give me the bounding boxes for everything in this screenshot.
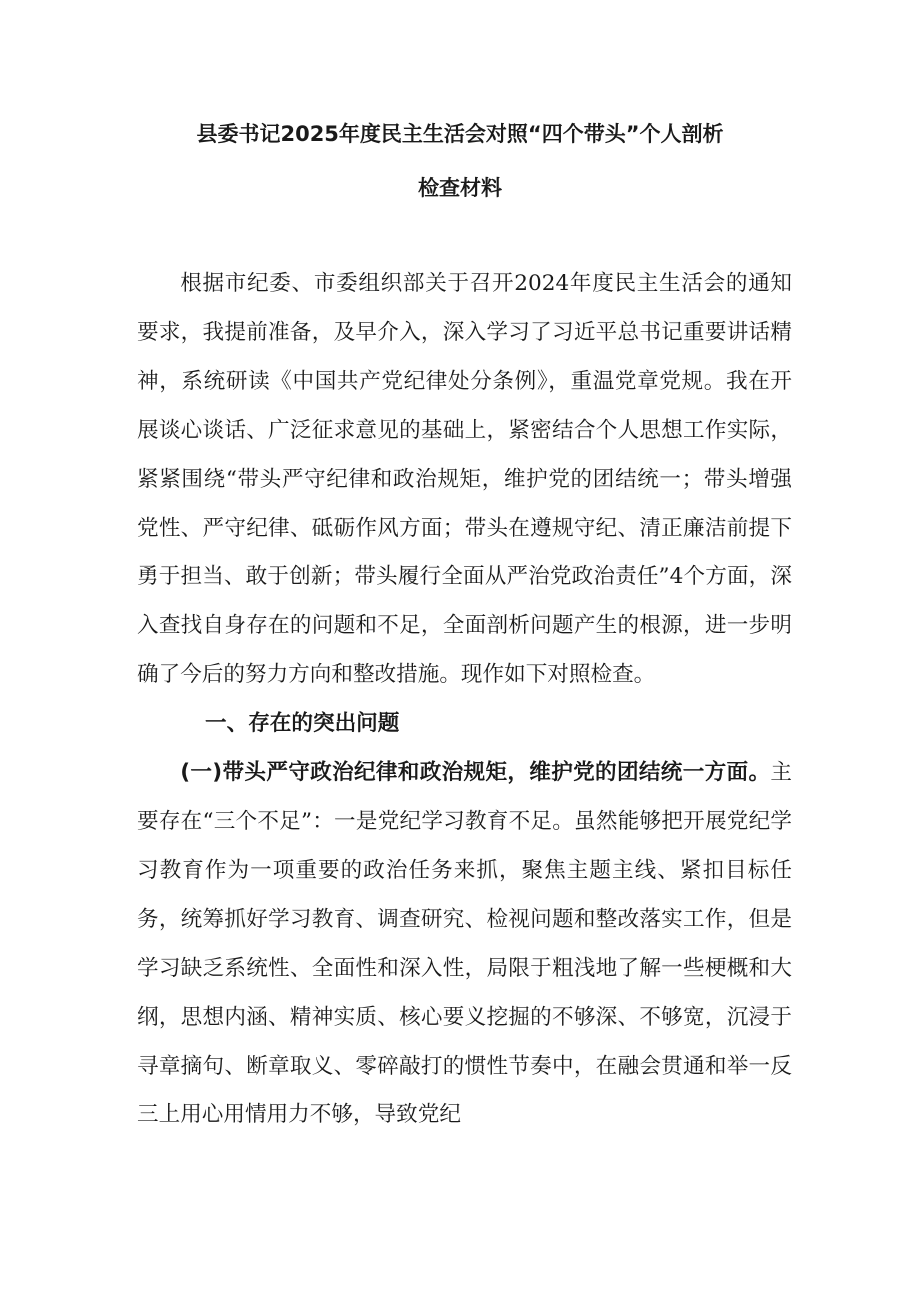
subsection-paragraph [137,749,792,1140]
subsection-text: 主要存在“三个不足”：一是党纪学习教育不足。虽然能够把开展党纪学习教育作为一项重要的政治任务来抓，聚焦主题主线、紧扣目标任务，统筹抓好学习教育、调查研究、检视问题和整改落实工作，但是学习缺乏系统性、全面性和深入性，局限于粗浅地了解一些梗概和大纲，思想内涵、精神实质、核心要义挖掘的不够深、不够宽，沉浸于寻章摘句、断章取义、零碎敲打的惯性节奏中，在融会贯通和举一反三上用心用情用力不够，导致党纪 [137,760,792,1128]
section-heading: 一、存在的突出问题 [205,711,400,737]
document-body [137,260,792,1140]
subsection-lead: (一)带头严守政治纪律和政治规矩，维护党的团结统一方面。 [180,760,771,786]
document-title-line1: 县委书记2025年度民主生活会对照“四个带头”个人剖析 [196,122,724,146]
intro-paragraph: 根据市纪委、市委组织部关于召开2024年度民主生活会的通知要求，我提前准备，及早介入，深入学习了习近平总书记重要讲话精神，系统研读《中国共产党纪律处分条例》，重温党章党规。我在开展谈心谈话、广泛征求意见的基础上，紧密结合个人思想工作实际，紧紧围绕“带头严守纪律和政治规矩，维护党的团结统一；带头增强党性、严守纪律、砥砺作风方面；带头在遵规守纪、清正廉洁前提下勇于担当、敢于创新；带头履行全面从严治党政治责任”4个方面，深入查找自身存在的问题和不足，全面剖析问题产生的根源，进一步明确了今后的努力方向和整改措施。现作如下对照检查。 [137,271,792,688]
document-title-line2: 检查材料 [418,176,502,200]
